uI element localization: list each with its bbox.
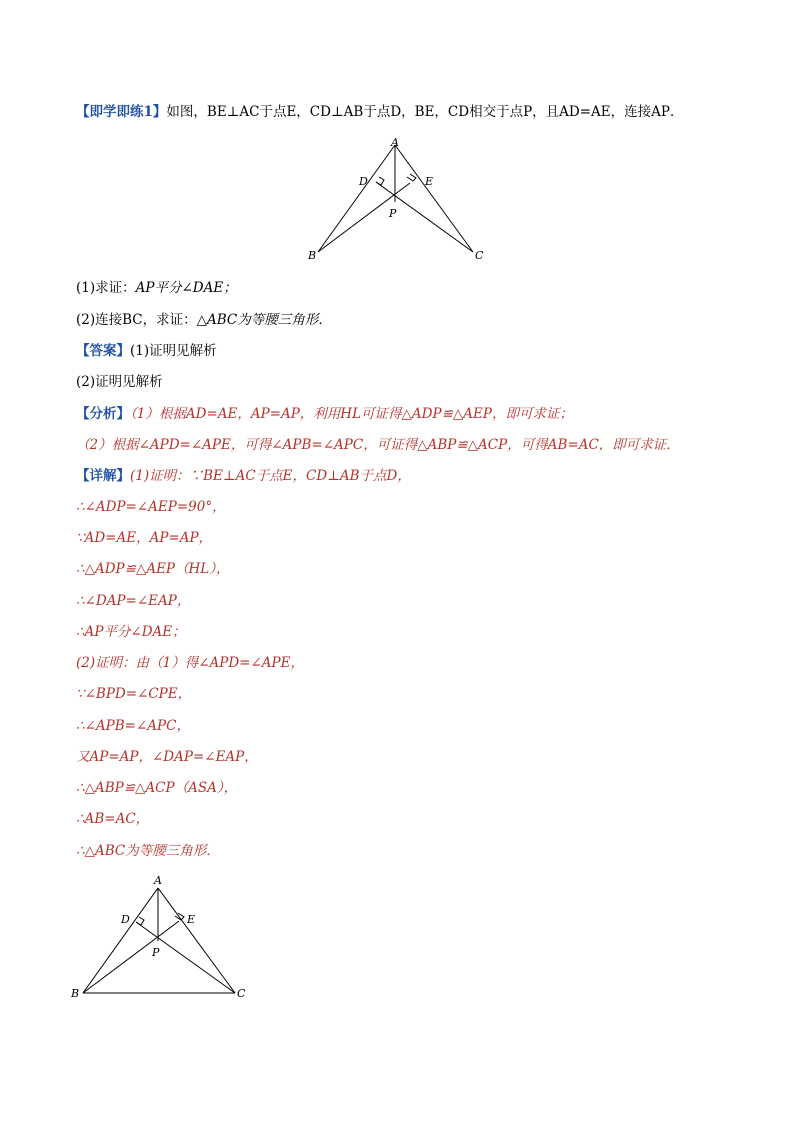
analysis-tag: 【分析】 (76, 406, 130, 422)
right-angle-d (376, 177, 384, 185)
label-d: D (121, 913, 130, 926)
question-1 (76, 279, 237, 297)
analysis-line-1 (76, 405, 573, 423)
label-a: A (154, 874, 162, 887)
answer-tag: 【答案】 (76, 343, 130, 359)
segment-be (83, 921, 179, 993)
detail-line: ∵AD=AE，AP=AP， (76, 530, 213, 546)
answer-2: (2)证明见解析 (76, 374, 163, 390)
detail-line: ∴AP平分∠DAE； (76, 624, 186, 640)
detail-line: ∴∠DAP=∠EAP， (76, 593, 191, 609)
detail-line: ∴△ABP≌△ACP（ASA）， (76, 780, 238, 796)
label-d: D (359, 175, 368, 188)
detail-0: (1)证明：∵BE⊥AC于点E，CD⊥AB于点D， (130, 468, 411, 484)
label-b: B (71, 987, 80, 1000)
detail-line: ∴AB=AC， (76, 811, 150, 827)
segment-ac (395, 145, 473, 252)
question-2-text: △ABC为等腰三角形． (196, 312, 332, 328)
detail-line: ∴△ADP≌△AEP（HL）， (76, 561, 230, 577)
label-e: E (187, 913, 196, 926)
detail-tag: 【详解】 (76, 468, 130, 484)
label-p: P (152, 946, 160, 959)
figure-1 (300, 130, 500, 270)
problem-statement (76, 103, 684, 121)
question-2-prefix: (2)连接BC，求证： (76, 312, 197, 328)
problem-tag: 【即学即练1】 (76, 104, 167, 120)
right-angle-d (136, 917, 144, 925)
detail-line-0 (76, 467, 411, 485)
question-2 (76, 311, 332, 329)
label-e: E (425, 175, 434, 188)
question-1-text: AP平分∠DAE； (135, 280, 237, 296)
right-angle-e (407, 174, 416, 181)
detail-line: (2)证明：由（1）得∠APD=∠APE， (76, 655, 304, 671)
label-c: C (237, 987, 246, 1000)
question-1-prefix: (1)求证： (76, 280, 136, 296)
detail-line: ∵∠BPD=∠CPE， (76, 686, 192, 702)
detail-line: ∴∠ADP=∠AEP=90°， (76, 499, 226, 515)
label-b: B (308, 249, 317, 262)
segment-ac (158, 888, 235, 993)
figure-2 (60, 868, 260, 1008)
segment-ab (83, 888, 158, 993)
segment-cd (136, 922, 235, 993)
segment-ab (318, 145, 395, 252)
answer-line-2 (76, 373, 163, 391)
detail-line: ∴∠APB=∠APC， (76, 718, 190, 734)
detail-line: 又AP=AP，∠DAP=∠EAP， (76, 749, 258, 765)
detail-line: ∴△ABC为等腰三角形． (76, 843, 220, 859)
label-a: A (391, 136, 399, 149)
analysis-1: （1）根据AD=AE，AP=AP，利用HL可证得△ADP≌△AEP，即可求证； (130, 406, 573, 422)
label-p: P (389, 207, 397, 220)
label-c: C (475, 249, 484, 262)
analysis-line-2 (76, 436, 680, 454)
problem-text: BE⊥AC于点E，CD⊥AB于点D，BE，CD相交于点P，且AD=AE，连接AP． (206, 104, 684, 120)
answer-line-1 (76, 342, 217, 360)
answer-1: (1)证明见解析 (130, 343, 217, 359)
analysis-2: （2）根据∠APD=∠APE，可得∠APB=∠APC，可证得△ABP≌△ACP，可得AB=AC，即可求证． (76, 437, 680, 453)
problem-text-prefix: 如图， (166, 104, 207, 120)
